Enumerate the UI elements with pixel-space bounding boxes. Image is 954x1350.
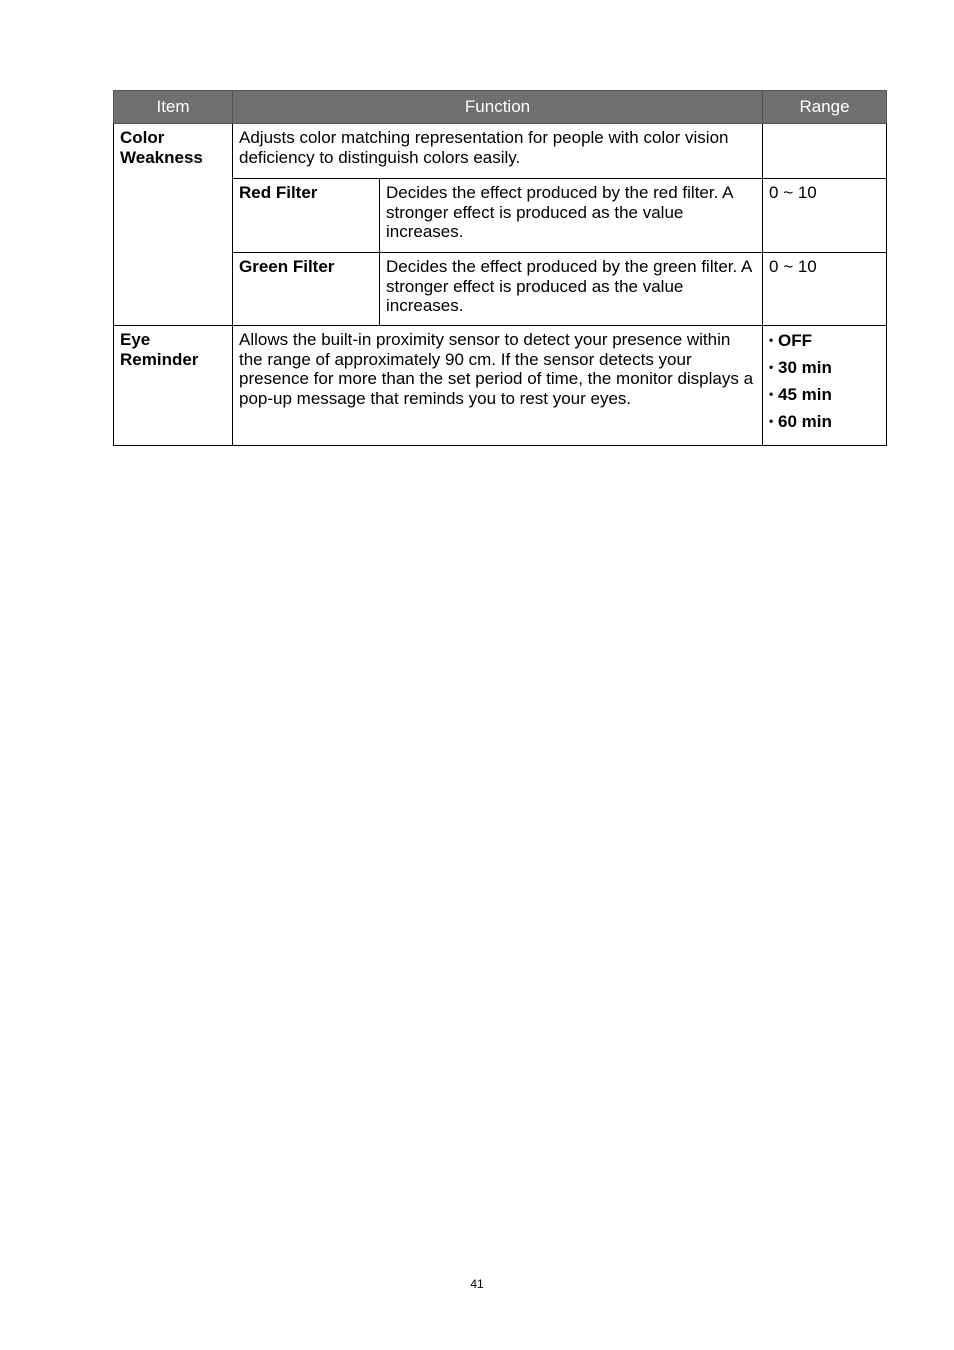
header-function: Function xyxy=(233,91,763,124)
bullet-icon: • xyxy=(769,387,774,401)
table-row xyxy=(114,124,887,179)
header-range: Range xyxy=(763,91,887,124)
bullet-icon: • xyxy=(769,414,774,428)
option-off: • OFF xyxy=(769,327,880,354)
option-30-min: • 30 min xyxy=(769,354,880,381)
table-header-row xyxy=(114,91,887,124)
red-filter-range: 0 ~ 10 xyxy=(763,179,887,253)
page-number: 41 xyxy=(470,1277,484,1291)
eye-reminder-options xyxy=(769,327,880,435)
eye-reminder-range xyxy=(763,326,887,446)
bullet-icon: • xyxy=(769,360,774,374)
color-weakness-range xyxy=(763,124,887,179)
header-item: Item xyxy=(114,91,233,124)
color-weakness-description: Adjusts color matching representation for people with color vision deficiency to distinguish colors easily. xyxy=(233,124,763,179)
green-filter-description: Decides the effect produced by the green filter. A stronger effect is produced as the value increases. xyxy=(380,253,763,326)
item-eye-reminder: Eye Reminder xyxy=(114,326,233,446)
green-filter-range: 0 ~ 10 xyxy=(763,253,887,326)
item-color-weakness: Color Weakness xyxy=(114,124,233,326)
sub-item-red-filter: Red Filter xyxy=(233,179,380,253)
table-row xyxy=(114,326,887,446)
bullet-icon: • xyxy=(769,333,774,347)
red-filter-description: Decides the effect produced by the red filter. A stronger effect is produced as the value increases. xyxy=(380,179,763,253)
settings-table xyxy=(113,90,887,446)
option-60-min: • 60 min xyxy=(769,408,880,435)
eye-reminder-description: Allows the built-in proximity sensor to detect your presence within the range of approximately 90 cm. If the sensor detects your presence for more than the set period of time, the monitor displays a pop-up message that reminds you to rest your eyes. xyxy=(233,326,763,446)
sub-item-green-filter: Green Filter xyxy=(233,253,380,326)
option-45-min: • 45 min xyxy=(769,381,880,408)
